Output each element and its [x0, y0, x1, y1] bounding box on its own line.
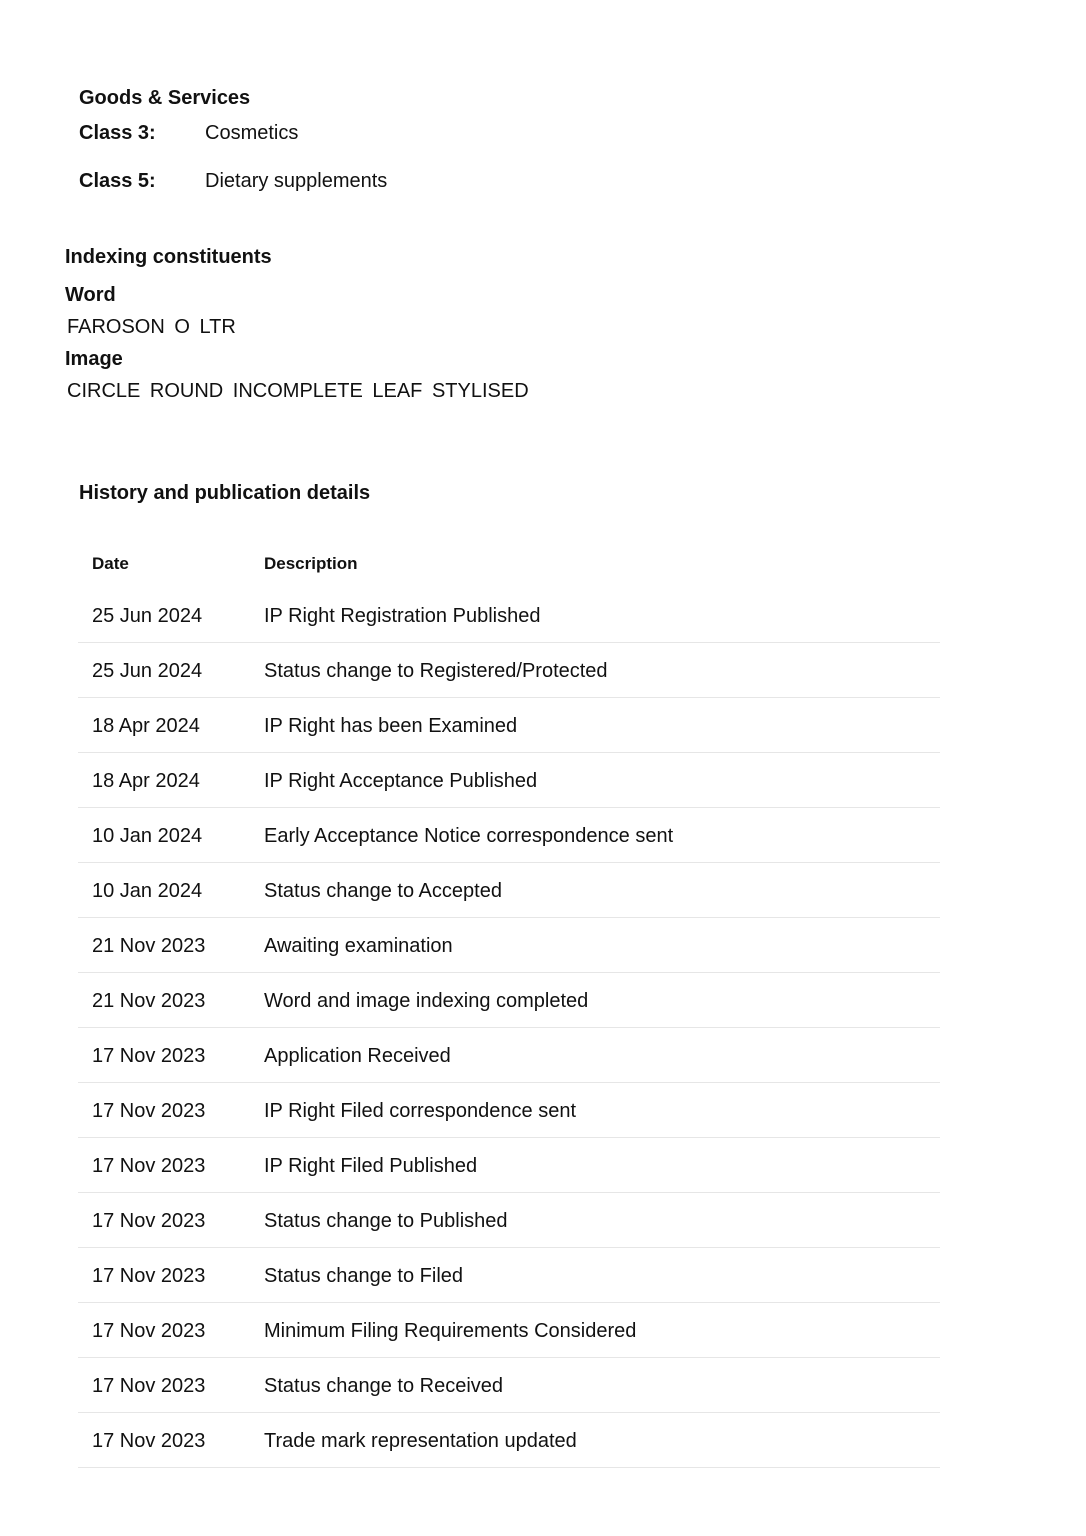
class-label: Class 5: — [79, 170, 156, 192]
table-row — [78, 1138, 940, 1193]
row-description: IP Right has been Examined — [264, 715, 518, 737]
row-date: 17 Nov 2023 — [92, 1155, 206, 1177]
row-date: 25 Jun 2024 — [92, 605, 203, 627]
table-row — [78, 753, 940, 808]
row-date: 17 Nov 2023 — [92, 1045, 206, 1067]
row-description: Status change to Accepted — [264, 880, 502, 902]
class-description: Dietary supplements — [205, 170, 388, 192]
row-date: 10 Jan 2024 — [92, 880, 203, 902]
table-row — [78, 918, 940, 973]
word-value: FAROSON O LTR — [67, 316, 236, 338]
table-row — [78, 808, 940, 863]
row-date: 17 Nov 2023 — [92, 1430, 206, 1452]
description-column-header: Description — [264, 554, 358, 573]
table-row — [78, 863, 940, 918]
history-table — [78, 540, 940, 1468]
date-column-header: Date — [92, 554, 129, 573]
row-description: IP Right Filed correspondence sent — [264, 1100, 577, 1122]
goods-services-heading: Goods & Services — [79, 87, 251, 109]
table-row — [78, 1083, 940, 1138]
row-description: Status change to Filed — [264, 1265, 464, 1287]
table-body — [78, 588, 940, 1468]
class-label: Class 3: — [79, 122, 156, 144]
row-description: Status change to Received — [264, 1375, 504, 1397]
row-description: Minimum Filing Requirements Considered — [264, 1320, 637, 1342]
row-description: Status change to Registered/Protected — [264, 660, 608, 682]
row-date: 18 Apr 2024 — [92, 715, 200, 737]
class-description: Cosmetics — [205, 122, 299, 144]
row-date: 18 Apr 2024 — [92, 770, 200, 792]
table-row — [78, 588, 940, 643]
row-date: 17 Nov 2023 — [92, 1100, 206, 1122]
table-row — [78, 973, 940, 1028]
table-row — [78, 1303, 940, 1358]
row-date: 17 Nov 2023 — [92, 1320, 206, 1342]
row-date: 21 Nov 2023 — [92, 935, 206, 957]
row-date: 17 Nov 2023 — [92, 1210, 206, 1232]
row-description: Awaiting examination — [264, 935, 453, 957]
history-heading: History and publication details — [79, 482, 371, 504]
table-row — [78, 1193, 940, 1248]
table-row — [78, 1358, 940, 1413]
row-description: Trade mark representation updated — [264, 1430, 577, 1452]
image-value: CIRCLE ROUND INCOMPLETE LEAF STYLISED — [67, 380, 529, 402]
table-row — [78, 1028, 940, 1083]
row-description: Application Received — [264, 1045, 451, 1067]
row-date: 17 Nov 2023 — [92, 1265, 206, 1287]
row-date: 25 Jun 2024 — [92, 660, 203, 682]
row-description: Early Acceptance Notice correspondence sent — [264, 825, 674, 847]
table-row — [78, 698, 940, 753]
row-description: Status change to Published — [264, 1210, 508, 1232]
row-date: 17 Nov 2023 — [92, 1375, 206, 1397]
indexing-heading: Indexing constituents — [65, 246, 272, 268]
row-date: 10 Jan 2024 — [92, 825, 203, 847]
row-description: IP Right Acceptance Published — [264, 770, 538, 792]
row-description: IP Right Registration Published — [264, 605, 541, 627]
row-description: IP Right Filed Published — [264, 1155, 478, 1177]
word-label: Word — [65, 284, 116, 306]
table-header — [78, 540, 940, 588]
table-row — [78, 1248, 940, 1303]
row-description: Word and image indexing completed — [264, 990, 589, 1012]
image-label: Image — [65, 348, 123, 370]
table-row — [78, 643, 940, 698]
row-date: 21 Nov 2023 — [92, 990, 206, 1012]
table-row — [78, 1413, 940, 1468]
